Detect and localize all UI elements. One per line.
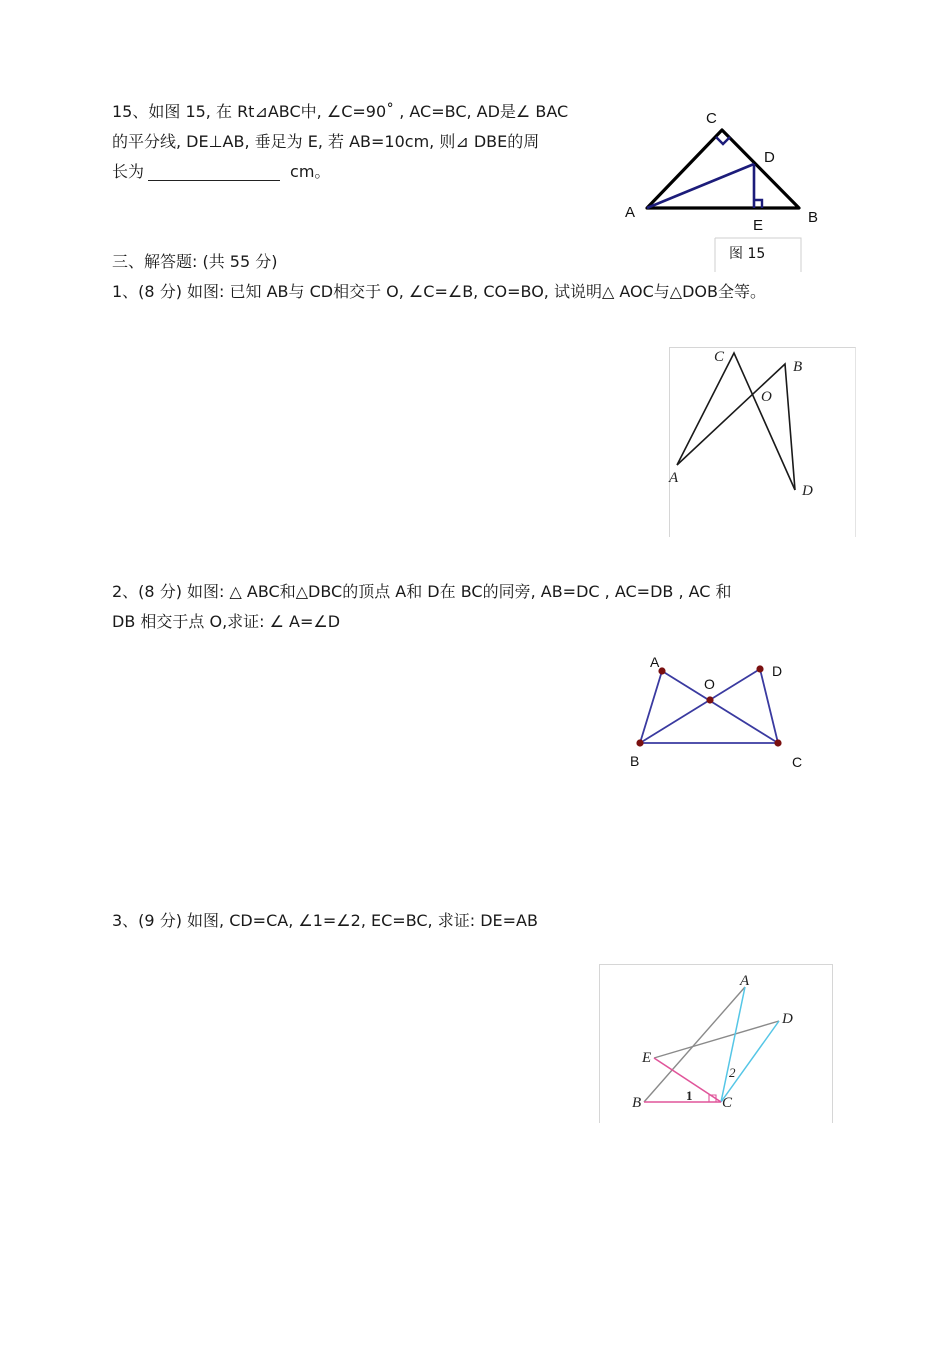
problem-1-text: 1、(8 分) 如图: 已知 AB与 CD相交于 O, ∠C=∠B, CO=BO, 试说明△ AOC与△DOB全等。 [112,282,766,301]
q15-line-2: 的平分线, DE⊥AB, 垂足为 E, 若 AB=10cm, 则⊿ DBE的周 [112,132,540,151]
label-c: C [792,754,803,770]
label-b: B [632,1095,642,1111]
problem-1-figure [669,347,854,536]
label-c: C [706,110,717,127]
label-a: A [669,470,679,486]
point-d [756,665,763,672]
label-e: E [642,1050,652,1066]
label-c: C [714,349,725,365]
figure-caption: 图 15 [729,246,766,262]
figure-15 [615,100,835,275]
label-a: A [740,973,750,989]
label-e: E [753,217,764,234]
triangle-abc [647,130,799,208]
label-o: O [761,389,772,405]
q15-line-3-prefix: 长为 [112,162,145,181]
label-d: D [802,483,813,499]
label-a: A [625,204,636,221]
q15-line-3 [112,157,330,187]
point-c [774,739,781,746]
angle-label-1: 1 [686,1088,693,1103]
point-b [636,739,643,746]
answer-blank[interactable] [148,162,280,181]
q15-line-3-suffix: cm。 [290,162,331,181]
problem-3-figure [599,964,831,1122]
segment-ed [654,1021,779,1058]
label-b: B [630,753,640,769]
problem-2-line-2: DB 相交于点 O,求证: ∠ A=∠D [112,612,341,631]
label-o: O [704,676,715,692]
problem-3-text: 3、(9 分) 如图, CD=CA, ∠1=∠2, EC=BC, 求证: DE=AB [112,911,538,930]
right-angle-mark-c [716,137,730,144]
label-d: D [764,149,775,166]
problem-2-line-1: 2、(8 分) 如图: △ ABC和△DBC的顶点 A和 D在 BC的同旁, AB=DC , AC=DB , AC 和 [112,582,732,601]
segment-ab-bd [677,364,795,490]
bisector-ad [647,164,754,208]
q15-line-1: 15、如图 15, 在 Rt⊿ABC中, ∠C=90˚ , AC=BC, AD是∠ BAC [112,102,569,121]
label-d: D [782,1011,793,1027]
problem-2-figure [615,650,815,780]
label-a: A [650,654,660,670]
label-c: C [722,1095,733,1111]
point-o [706,696,713,703]
label-b: B [808,209,819,226]
label-d: D [772,663,783,679]
label-b: B [793,359,803,375]
segment-ac-cd [677,353,795,490]
point-a [658,667,665,674]
section-heading: 三、解答题: (共 55 分) [112,252,278,271]
angle-label-2: 2 [729,1065,736,1080]
